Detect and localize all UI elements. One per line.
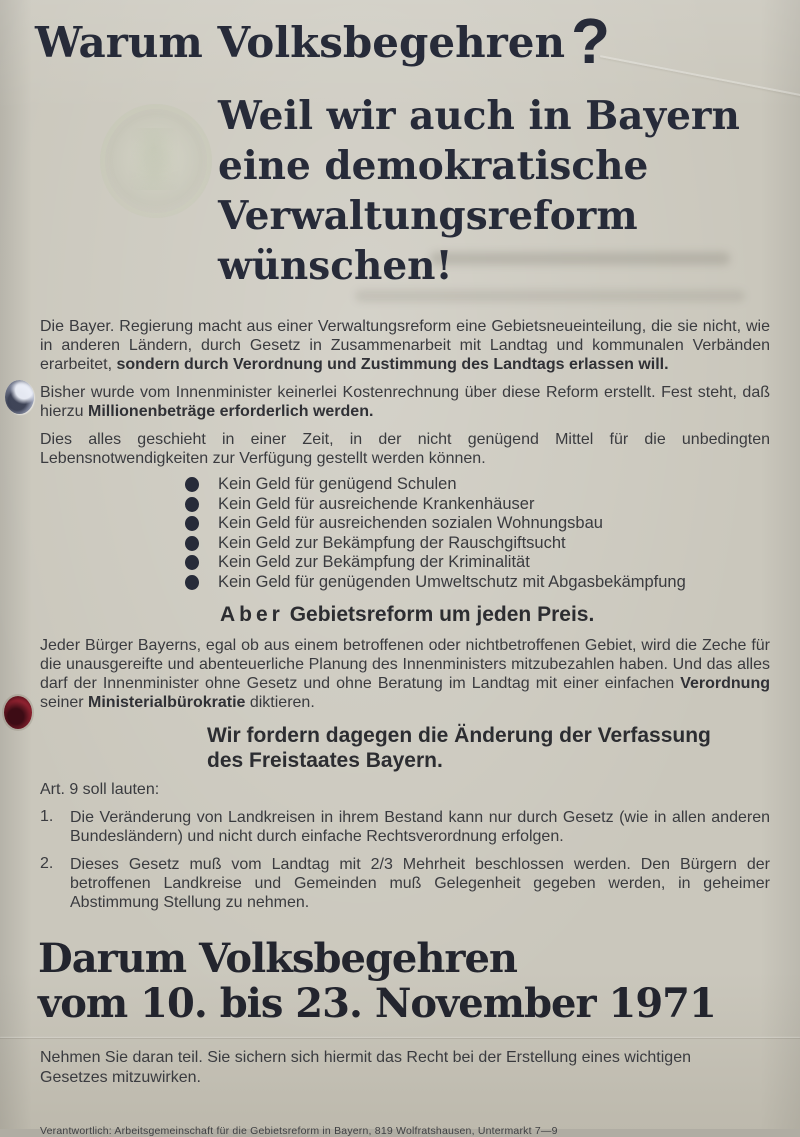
main-title: Warum Volksbegehren? xyxy=(35,5,611,77)
bullet-icon xyxy=(185,536,199,551)
list-item xyxy=(185,514,768,534)
article-text: Dieses Gesetz muß vom Landtag mit 2/3 Mehrheit beschlossen werden. Den Bürgern der betroffenen Landkreise und Gemeinden muß Gelegenheit gegeben werden, in geheimer Abstimmung Stellung zu nehmen. xyxy=(70,856,770,911)
list-item-label: Kein Geld zur Bekämpfung der Kriminalität xyxy=(218,553,530,572)
kein-geld-list xyxy=(185,475,768,592)
paragraph-text: Jeder Bürger Bayerns, egal ob aus einem betroffenen oder nichtbetroffenen Gebiet, wird die Zeche für die unausgereifte und abenteuerliche Planung des Innenministers mitzubezahlen haben. Und das alles darf der Innenminister ohne Gesetz und ohne Beratung im Landtag mit einer einfachen xyxy=(40,637,770,692)
aber-heading-rest: Gebietsreform um jeden Preis. xyxy=(283,603,595,626)
paragraph-kosten xyxy=(40,383,770,421)
list-item xyxy=(185,534,768,554)
article-list xyxy=(40,808,768,912)
list-item-label: Kein Geld für genügend Schulen xyxy=(218,475,457,494)
list-item xyxy=(185,495,768,515)
paragraph-text: Die Bayer. Regierung macht aus einer Verwaltungsreform eine Gebietsneueinteilung, die sie nicht, wie in anderen Ländern, durch Gesetz in Zusammenarbeit mit Landtag und kommunalen Verbänden erarbeitet, xyxy=(40,318,770,373)
main-title-text: Warum Volksbegehren xyxy=(35,18,566,67)
paragraph-text: diktieren. xyxy=(245,694,315,711)
paragraph-zeche xyxy=(40,636,770,712)
closing-paragraph: Nehmen Sie daran teil. Sie sichern sich hiermit das Recht bei der Erstellung eines wichtigen Gesetzes mitzuwirken. xyxy=(40,1049,691,1086)
article-item xyxy=(40,855,770,912)
bullet-icon xyxy=(185,477,199,492)
list-item xyxy=(185,475,768,495)
paragraph-regierung xyxy=(40,317,770,374)
paragraph-bold: Ministerialbürokratie xyxy=(88,694,246,711)
imprint: Verantwortlich: Arbeitsgemeinschaft für die Gebietsreform in Bayern, 819 Wolfratshausen, Untermarkt 7—9 xyxy=(40,1125,558,1137)
subtitle-line: Weil wir auch in Bayern xyxy=(218,93,740,139)
bullet-icon xyxy=(185,555,199,570)
article-item xyxy=(40,808,770,846)
list-item xyxy=(185,573,768,593)
call-to-action-line: vom 10. bis 23. November 1971 xyxy=(38,980,716,1027)
paragraph-bold: sondern durch Verordnung und Zustimmung des Landtags erlassen will. xyxy=(116,356,669,373)
subtitle xyxy=(218,91,768,291)
paragraph-text: Bisher wurde vom Innenminister keinerlei Kostenrechnung über diese Reform erstellt. Fest steht, daß hierzu xyxy=(40,384,770,420)
bullet-icon xyxy=(185,516,199,531)
punch-hole-top xyxy=(5,380,34,414)
paragraph-mittel: Dies alles geschieht in einer Zeit, in der nicht genügend Mittel für die unbedingten Lebensnotwendigkeiten zur Verfügung gestellt werden können. xyxy=(40,431,770,467)
list-item xyxy=(185,553,768,573)
article-number: 2. xyxy=(40,855,54,872)
list-item-label: Kein Geld für ausreichenden sozialen Wohnungsbau xyxy=(218,514,603,533)
demand-heading-line: des Freistaates Bayern. xyxy=(207,749,443,772)
demand-heading-line: Wir fordern dagegen die Änderung der Verfassung xyxy=(207,724,711,747)
subtitle-line: wünschen! xyxy=(218,243,453,289)
call-to-action-heading xyxy=(38,936,768,1026)
subtitle-line: eine demokratische xyxy=(218,143,649,189)
list-item-label: Kein Geld zur Bekämpfung der Rauschgiftsucht xyxy=(218,533,566,552)
subtitle-line: Verwaltungsreform xyxy=(218,193,638,239)
paragraph-bold: Verordnung xyxy=(680,675,770,692)
call-to-action-line: Darum Volksbegehren xyxy=(38,935,518,982)
article-intro: Art. 9 soll lauten: xyxy=(40,781,160,798)
article-text: Die Veränderung von Landkreisen in ihrem Bestand kann nur durch Gesetz (wie in allen anderen Bundesländern) und nicht durch einfache Rechtsverordnung erfolgen. xyxy=(70,809,770,845)
list-item-label: Kein Geld für ausreichende Krankenhäuser xyxy=(218,494,535,513)
demand-heading xyxy=(207,723,768,773)
list-item-label: Kein Geld für genügenden Umweltschutz mit Abgasbekämpfung xyxy=(218,572,686,591)
paragraph-text: seiner xyxy=(40,694,89,711)
paragraph-bold: Millionenbeträge erforderlich werden. xyxy=(88,403,374,420)
bullet-icon xyxy=(185,497,199,512)
article-number: 1. xyxy=(40,808,54,825)
bullet-icon xyxy=(185,575,199,590)
aber-heading xyxy=(220,603,768,627)
punch-hole-red xyxy=(4,696,32,729)
aber-heading-word: Aber xyxy=(220,603,284,626)
